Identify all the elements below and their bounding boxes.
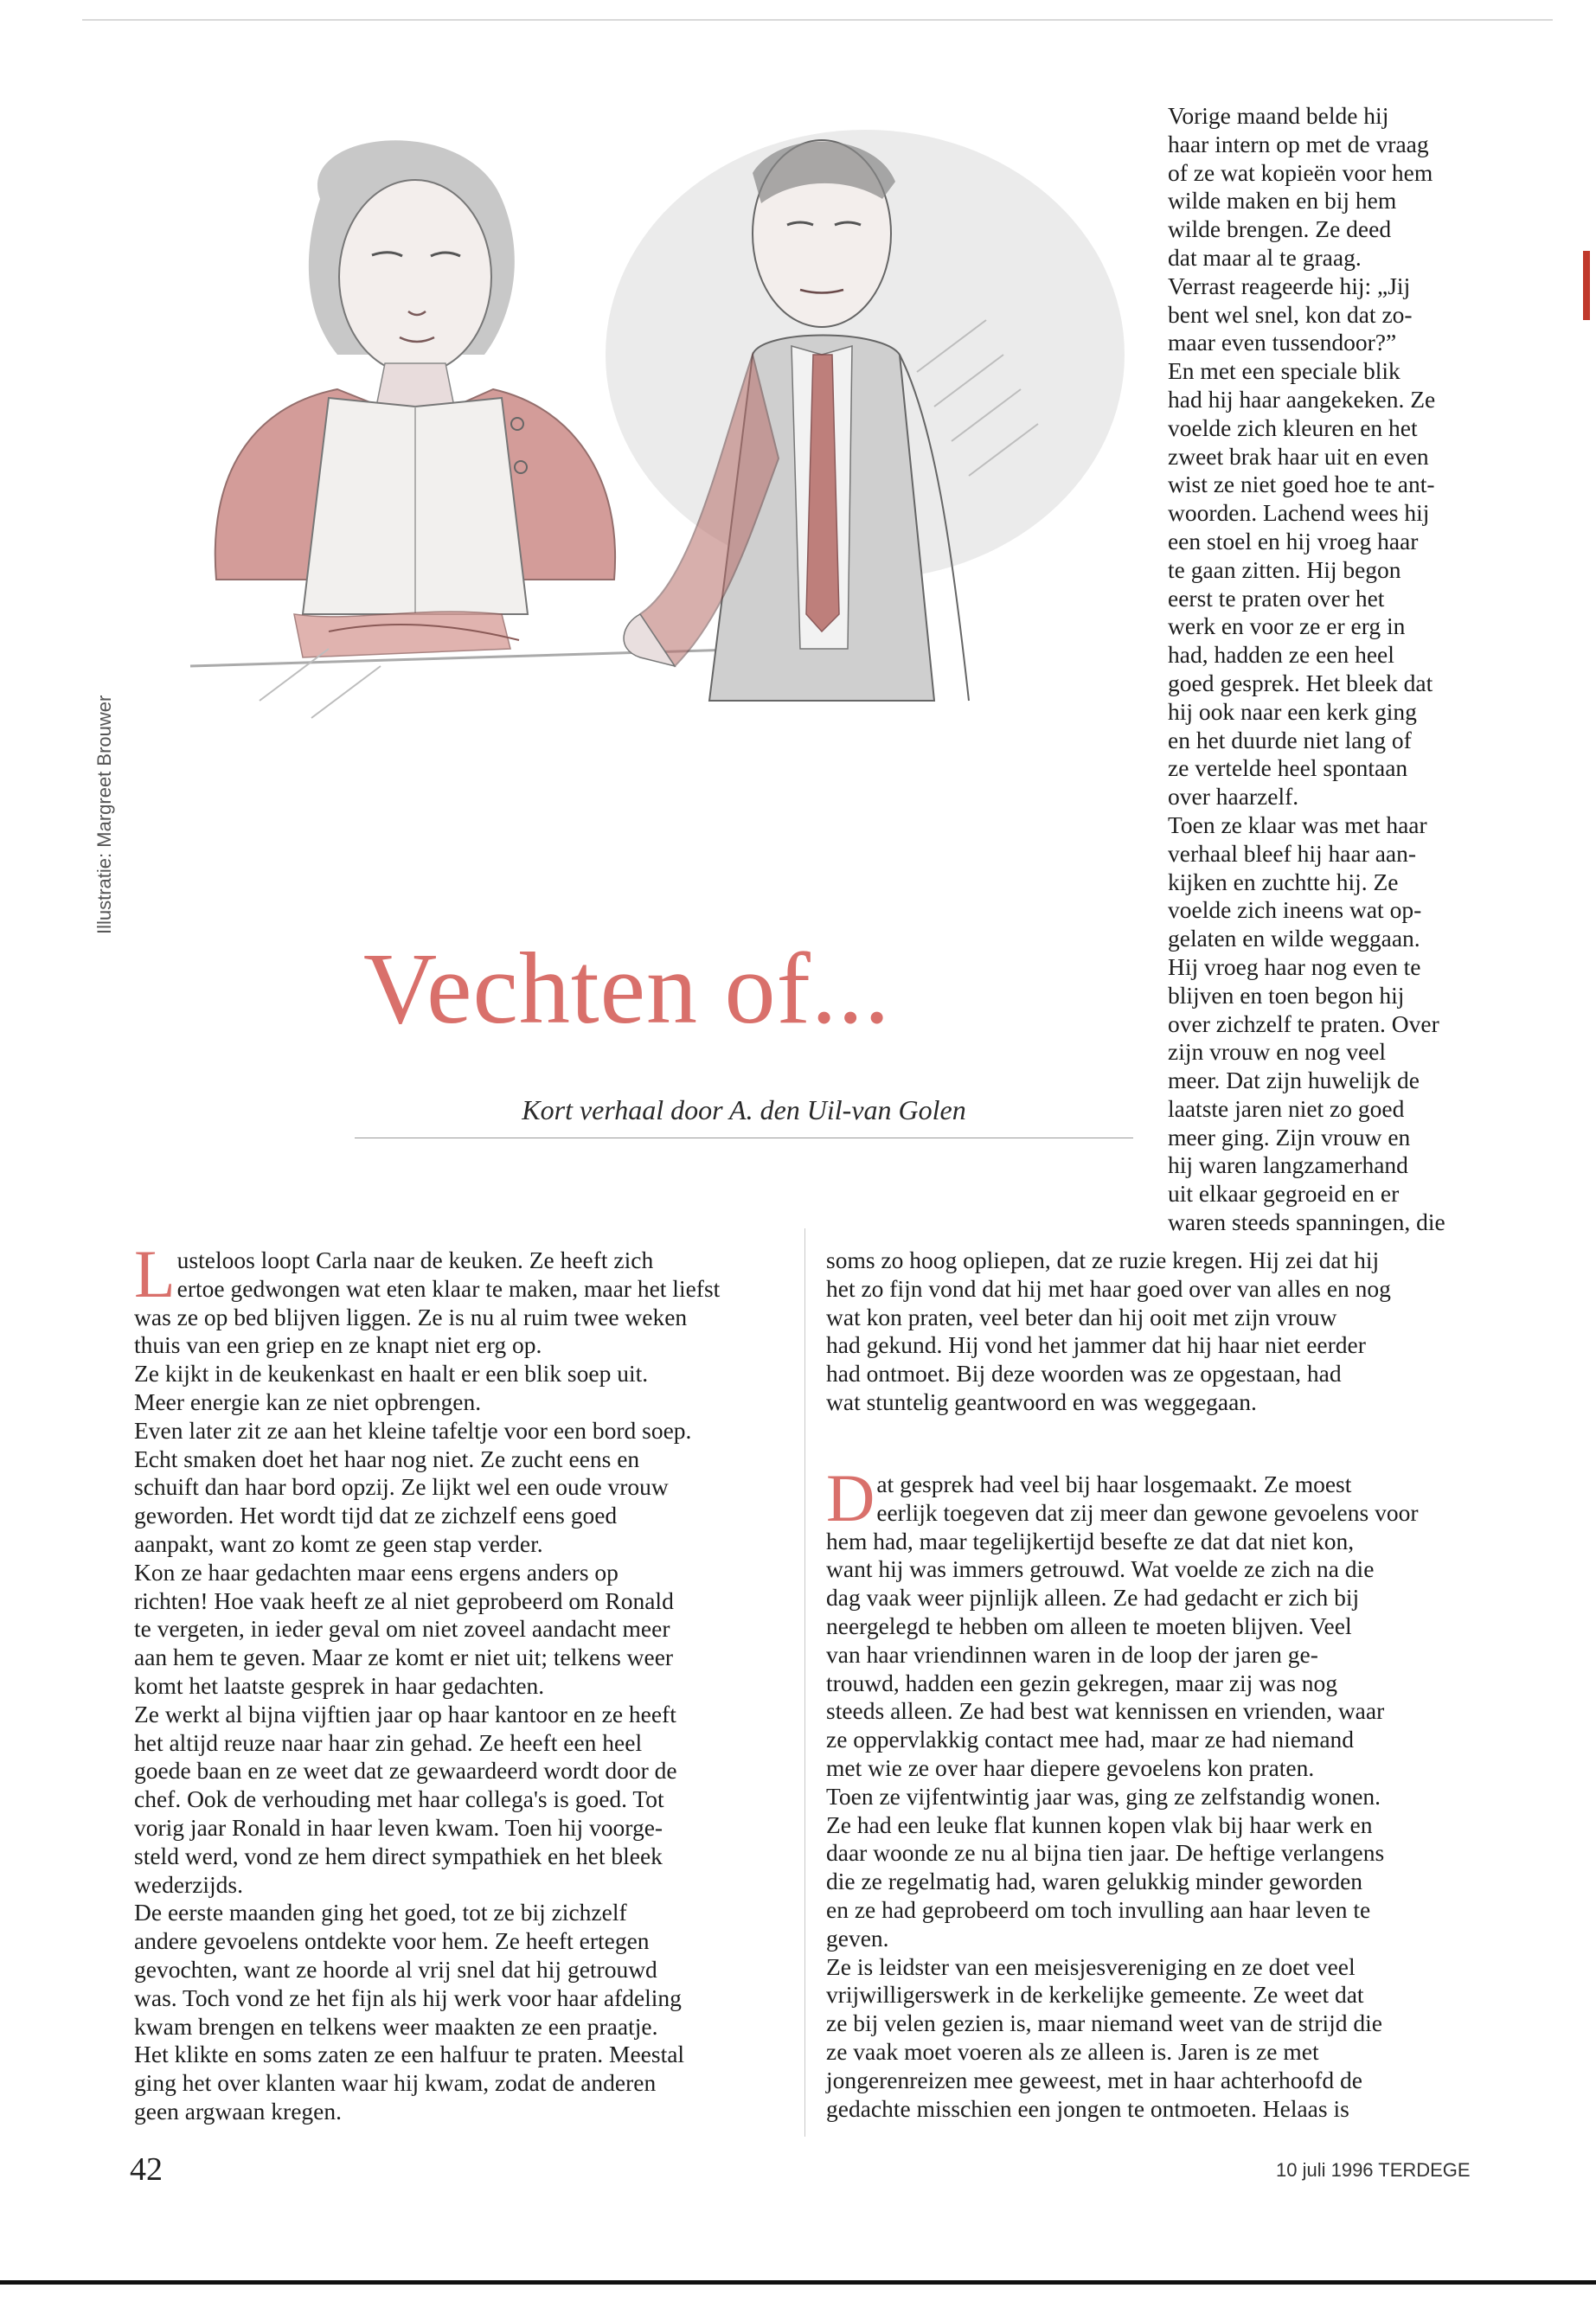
story-title: Vechten of...: [363, 932, 891, 1045]
left-column: [134, 1236, 792, 2126]
page-number: 42: [130, 2151, 163, 2188]
right-column-top-text: Vorige maand belde hij haar intern op met de vraag of ze wat kopieën voor hem wilde maken en bij hem wilde brengen. Ze deed dat maar al te graag. Verrast reageerde hij: „Jij bent wel snel, kon dat zo- maar even tussendoor?” En met een speciale blik had hij haar aangekeken. Ze voelde zich kleuren en het zweet brak haar uit en even wist ze niet goed hoe te ant- woorden. Lachend wees hij een stoel en hij vroeg haar te gaan zitten. Hij begon eerst te praten over het werk en voor ze er erg in had, hadden ze een heel goed gesprek. Het bleek dat hij ook naar een kerk ging en het duurde niet lang of ze vertelde heel spontaan over haarzelf. Toen ze klaar was met haar verhaal bleef hij haar aan- kijken en zuchtte hij. Ze voelde zich ineens wat op- gelaten en wilde weggaan. Hij vroeg haar nog even te blijven en toen begon hij over zichzelf te praten. Over zijn vrouw en nog veel meer. Dat zijn huwelijk de laatste jaren niet zo goed meer ging. Zijn vrouw en hij waren langzamerhand uit elkaar gegroeid en er waren steeds spanningen, die: [1168, 102, 1445, 1236]
column-divider: [804, 1228, 805, 2137]
folio: 10 juli 1996 TERDEGE: [1276, 2159, 1471, 2181]
right-column-continuation: soms zo hoog opliepen, dat ze ruzie kregen. Hij zei dat hij het zo fijn vond dat hij met haar goed over van alles en nog wat kon praten, veel beter dan hij ooit met zijn vrouw had gekund. Hij vond het jammer dat hij haar niet eerder had ontmoet. Bij deze woorden was ze opgestaan, had wat stuntelig geantwoord en was weggegaan.: [826, 1247, 1391, 1415]
dropcap-d: D: [826, 1460, 875, 1535]
left-column-text: usteloos loopt Carla naar de keuken. Ze heeft zich ertoe gedwongen wat eten klaar te maken, maar het liefst was ze op bed blijven liggen. Ze is nu al ruim twee weken thuis van een griep en ze knapt niet erg op. Ze kijkt in de keukenkast en haalt er een blik soep uit. Meer energie kan ze niet opbrengen. Even later zit ze aan het kleine tafeltje voor een bord soep. Echt smaken doet het haar nog niet. Ze zucht eens en schuift dan haar bord opzij. Ze lijkt wel een oude vrouw geworden. Het wordt tijd dat ze zichzelf eens goed aanpakt, want zo komt ze geen stap verder. Kon ze haar gedachten maar eens ergens anders op richten! Hoe vaak heeft ze al niet geprobeerd om Ronald te vergeten, in ieder geval om niet zoveel aandacht meer aan hem te geven. Maar ze komt er niet uit; telkens weer komt het laatste gesprek in haar gedachten. Ze werkt al bijna vijftien jaar op haar kantoor en ze heeft het altijd reuze naar haar zin gehad. Ze heeft een heel goede baan en ze weet dat ze gewaardeerd wordt door de chef. Ook de verhouding met haar collega's is goed. Tot vorig jaar Ronald in haar leven kwam. Toen hij voorge- steld werd, vond ze hem direct sympathiek en het bleek wederzijds. De eerste maanden ging het goed, tot ze bij zichzelf andere gevoelens ontdekte voor hem. Ze heeft ertegen gevochten, want ze hoorde al vrij snel dat hij getrouwd was. Toch vond ze het fijn als hij werk voor haar afdeling kwam brengen en telkens weer maakten ze een praatje. Het klikte en soms zaten ze een halfuur te praten. Meestal ging het over klanten waar hij kwam, zodat de anderen geen argwaan kregen.: [134, 1247, 721, 2125]
illustration-credit: Illustratie: Margreet Brouwer: [93, 695, 115, 934]
dropcap-l: L: [134, 1236, 176, 1311]
edge-mark: [1583, 251, 1590, 320]
right-column-second-text: at gesprek had veel bij haar losgemaakt. Ze moest eerlijk toegeven dat zij meer dan gewone gevoelens voor hem had, maar tegelijkertijd besefte ze dat dat niet kon, want hij was immers getrouwd. Wat voelde ze zich na die dag vaak weer pijnlijk alleen. Ze had gedacht er zich bij neergelegd te hebben om alleen te moeten blijven. Veel van haar vriendinnen waren in de loop der jaren ge- trouwd, hadden een gezin gekregen, maar zij was nog steeds alleen. Ze had best wat kennissen en vrienden, waar ze oppervlakkig contact mee had, maar ze had niemand met wie ze over haar diepere gevoelens kon praten. Toen ze vijfentwintig jaar was, ging ze zelfstandig wonen. Ze had een leuke flat kunnen kopen vlak bij haar werk en daar woonde ze nu al bijna tien jaar. De heftige verlangens die ze regelmatig had, waren gelukkig minder geworden en ze had geprobeerd om toch invulling aan haar leven te geven. Ze is leidster van een meisjesvereniging en ze doet veel vrijwilligerswerk in de kerkelijke gemeente. Ze weet dat ze bij velen gezien is, maar niemand weet van de strijd die ze vaak moet voeren als ze alleen is. Jaren is ze met jongerenreizen mee geweest, met in haar achterhoofd de gedachte misschien een jongen te ontmoeten. Helaas is: [826, 1471, 1419, 2122]
woman-figure: [215, 140, 615, 657]
byline: Kort verhaal door A. den Uil-van Golen: [522, 1094, 966, 1125]
story-illustration: [156, 95, 1168, 934]
right-column-second: [826, 1460, 1484, 2123]
top-rule: [82, 19, 1553, 21]
bottom-rule: [0, 2280, 1596, 2285]
